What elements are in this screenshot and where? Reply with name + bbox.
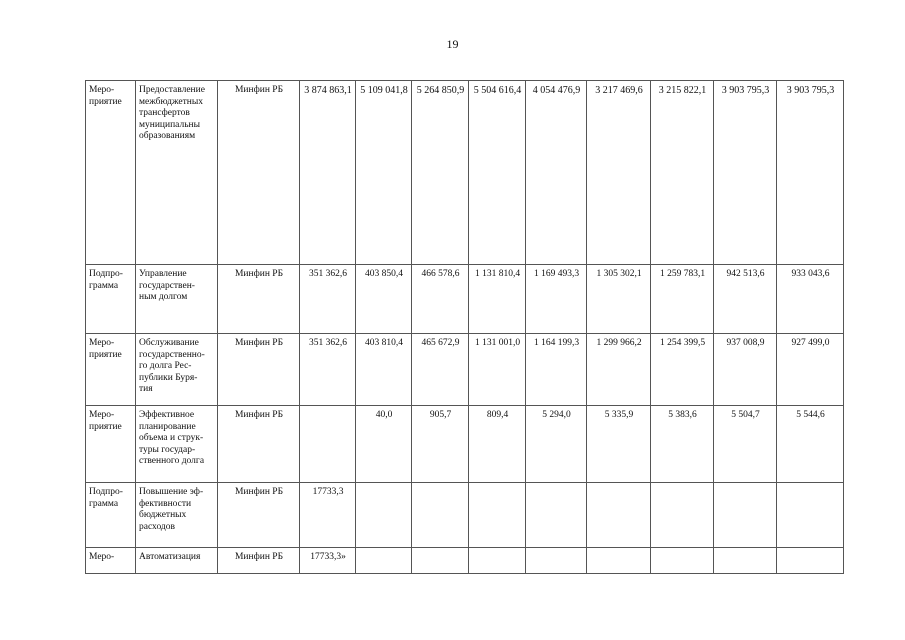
value-cell: 1 299 966,2: [587, 334, 651, 406]
value-cell: 1 254 399,5: [651, 334, 714, 406]
value-cell: 5 335,9: [587, 406, 651, 483]
value-cell: 937 008,9: [714, 334, 777, 406]
value-cell: 1 305 302,1: [587, 265, 651, 334]
value-cell: 465 672,9: [412, 334, 469, 406]
value-cell: 5 504 616,4: [469, 81, 526, 265]
value-cell: 1 164 199,3: [526, 334, 587, 406]
row-type-cell: Меро-: [86, 548, 136, 574]
value-cell: [526, 483, 587, 548]
value-cell: 1 131 810,4: [469, 265, 526, 334]
value-cell: 3 215 822,1: [651, 81, 714, 265]
value-cell: [526, 548, 587, 574]
row-name-cell: Предоставление межбюджетных трансфертов муниципальны образованиям: [136, 81, 218, 265]
budget-table: [85, 80, 844, 574]
value-cell: [777, 483, 844, 548]
value-cell: [356, 483, 412, 548]
value-cell: 5 294,0: [526, 406, 587, 483]
value-cell: [777, 548, 844, 574]
value-cell: [651, 548, 714, 574]
table-row: [86, 406, 844, 483]
value-cell: 403 810,4: [356, 334, 412, 406]
value-cell: 1 131 001,0: [469, 334, 526, 406]
value-cell: 1 169 493,3: [526, 265, 587, 334]
row-name-cell: Управление государствен- ным долгом: [136, 265, 218, 334]
value-cell: 809,4: [469, 406, 526, 483]
value-cell: [587, 548, 651, 574]
row-type-cell: Подпро- грамма: [86, 265, 136, 334]
value-cell: 942 513,6: [714, 265, 777, 334]
value-cell: 403 850,4: [356, 265, 412, 334]
value-cell: 933 043,6: [777, 265, 844, 334]
value-cell: 905,7: [412, 406, 469, 483]
value-cell: [469, 483, 526, 548]
row-type-cell: Меро- приятие: [86, 334, 136, 406]
value-cell: 5 544,6: [777, 406, 844, 483]
row-name-cell: Автоматизация: [136, 548, 218, 574]
value-cell: 5 109 041,8: [356, 81, 412, 265]
row-name-cell: Повышение эф- фективности бюджетных расходов: [136, 483, 218, 548]
row-executor-cell: Минфин РБ: [218, 265, 300, 334]
value-cell: [651, 483, 714, 548]
value-cell: 17733,3: [300, 483, 356, 548]
budget-table-body: [86, 81, 844, 574]
value-cell: 351 362,6: [300, 334, 356, 406]
value-cell: 927 499,0: [777, 334, 844, 406]
value-cell: [412, 548, 469, 574]
value-cell: 3 903 795,3: [714, 81, 777, 265]
value-cell: 1 259 783,1: [651, 265, 714, 334]
value-cell: [412, 483, 469, 548]
row-name-cell: Эффективное планирование объема и струк- туры государ- ственного долга: [136, 406, 218, 483]
row-executor-cell: Минфин РБ: [218, 81, 300, 265]
row-name-cell: Обслуживание государственно- го долга Рес- публики Буря- тия: [136, 334, 218, 406]
value-cell: [714, 483, 777, 548]
value-cell: 3 903 795,3: [777, 81, 844, 265]
row-executor-cell: Минфин РБ: [218, 548, 300, 574]
value-cell: 5 264 850,9: [412, 81, 469, 265]
page-number: 19: [446, 37, 459, 51]
value-cell: 3 874 863,1: [300, 81, 356, 265]
table-row: [86, 81, 844, 265]
value-cell: 466 578,6: [412, 265, 469, 334]
value-cell: 3 217 469,6: [587, 81, 651, 265]
row-executor-cell: Минфин РБ: [218, 406, 300, 483]
value-cell: 5 383,6: [651, 406, 714, 483]
value-cell: 4 054 476,9: [526, 81, 587, 265]
value-cell: 40,0: [356, 406, 412, 483]
value-cell: [714, 548, 777, 574]
value-cell: 17733,3»: [300, 548, 356, 574]
value-cell: [469, 548, 526, 574]
row-executor-cell: Минфин РБ: [218, 334, 300, 406]
value-cell: [356, 548, 412, 574]
row-executor-cell: Минфин РБ: [218, 483, 300, 548]
row-type-cell: Меро- приятие: [86, 81, 136, 265]
row-type-cell: Подпро- грамма: [86, 483, 136, 548]
row-type-cell: Меро- приятие: [86, 406, 136, 483]
value-cell: 5 504,7: [714, 406, 777, 483]
value-cell: 351 362,6: [300, 265, 356, 334]
table-row: [86, 548, 844, 574]
table-row: [86, 334, 844, 406]
table-row: [86, 265, 844, 334]
value-cell: [300, 406, 356, 483]
table-row: [86, 483, 844, 548]
value-cell: [587, 483, 651, 548]
